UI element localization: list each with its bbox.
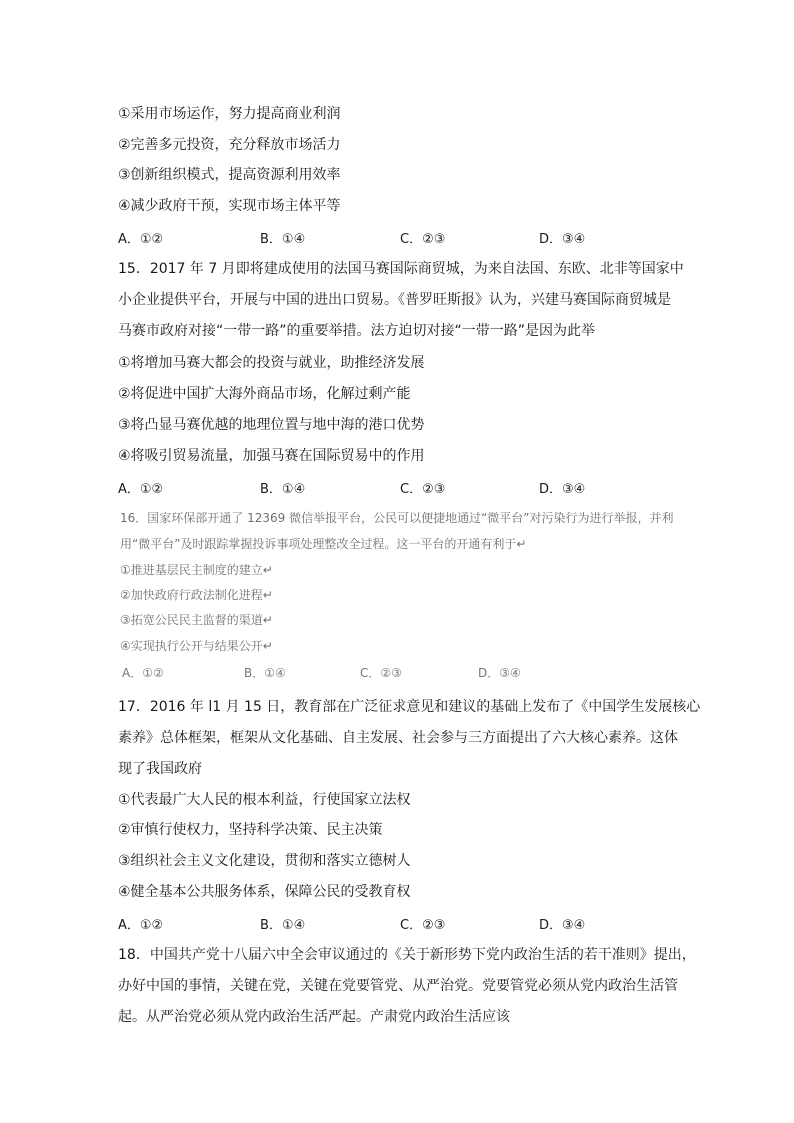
q15-statement-3: ③将凸显马赛优越的地理位置与地中海的港口优势 [118,417,425,433]
q17-choice-c: C．②③ [400,918,446,933]
q17-statement-2: ②审慎行使权力，坚持科学决策、民主决策 [118,822,383,838]
q17-stem-line-2: 素养》总体框架，框架从文化基础、自主发展、社会参与三方面提出了六大核心素养。这体 [118,730,678,746]
q18-stem-line-3: 起。从严治党必须从党内政治生活严起。产肃党内政治生活应该 [118,1009,510,1025]
q16-statement-2: ②加快政府行政法制化进程↵ [120,588,273,602]
q15-choice-c: C．②③ [400,482,446,497]
q15-choice-a: A．①② [118,482,164,497]
q17-choice-a: A．①② [118,918,164,933]
q18-stem-line-1: 18．中国共产党十八届六中全会审议通过的《关于新形势下党内政治生活的若干准则》提出， [118,947,696,963]
q14-choice-c: C．②③ [400,232,446,247]
q17-choice-d: D．③④ [539,918,586,933]
q18-stem-line-2: 办好中国的事情，关键在党，关键在党要管党、从严治党。党要管党必须从党内政治生活管 [118,978,678,994]
q16-stem-line-1: 16．国家环保部开通了 12369 微信举报平台，公民可以便捷地通过“微平台”对污染行为进行举报，并利 [120,511,674,525]
q16-statement-3: ③拓宽公民民主监督的渠道↵ [120,613,273,627]
q14-statement-2: ②完善多元投资，充分释放市场活力 [118,137,341,153]
q17-stem-line-3: 现了我国政府 [118,761,202,777]
q16-stem-line-2: 用“微平台”及时跟踪掌握投诉事项处理整改全过程。这一平台的开通有利于↵ [120,537,527,551]
q14-choice-d: D．③④ [539,232,586,247]
q16-choice-a: A．①② [122,666,164,680]
q17-statement-4: ④健全基本公共服务体系，保障公民的受教育权 [118,884,411,900]
q14-statement-4: ④减少政府干预，实现市场主体平等 [118,198,341,214]
q17-choices [118,914,678,934]
q15-stem-line-2: 小企业提供平台，开展与中国的进出口贸易。《普罗旺斯报》认为，兴建马赛国际商贸城是 [118,292,671,308]
q15-choice-b: B．①④ [260,482,306,497]
q16-choice-c: C．②③ [360,666,402,680]
q14-choice-a: A．①② [118,232,164,247]
q16-choices [122,664,642,682]
q17-statement-1: ①代表最广大人民的根本利益，行使国家立法权 [118,792,411,808]
q16-statement-4: ④实现执行公开与结果公开↵ [120,639,273,653]
q15-statement-1: ①将增加马赛大都会的投资与就业，助推经济发展 [118,355,425,371]
q16-choice-d: D．③④ [478,666,521,680]
q15-stem-line-3: 马赛市政府对接“一带一路”的重要举措。法方迫切对接“一带一路”是因为此举 [118,323,596,339]
q14-choices [118,228,678,248]
q15-choices [118,478,678,498]
q17-choice-b: B．①④ [260,918,306,933]
q15-choice-d: D．③④ [539,482,586,497]
q16-statement-1: ①推进基层民主制度的建立↵ [120,563,273,577]
q14-statement-3: ③创新组织模式，提高资源利用效率 [118,167,341,183]
q14-choice-b: B．①④ [260,232,306,247]
q15-stem-line-1: 15．2017 年 7 月即将建成使用的法国马赛国际商贸城，为来自法国、东欧、北非等国家中 [118,261,684,277]
q17-statement-3: ③组织社会主义文化建设，贯彻和落实立德树人 [118,853,411,869]
q17-stem-line-1: 17．2016 年 l1 月 15 日，教育部在广泛征求意见和建议的基础上发布了《中国学生发展核心 [118,699,701,715]
q14-statement-1: ①采用市场运作，努力提高商业利润 [118,106,341,122]
q16-choice-b: B．①④ [244,666,286,680]
q15-statement-2: ②将促进中国扩大海外商品市场，化解过剩产能 [118,386,411,402]
q15-statement-4: ④将吸引贸易流量，加强马赛在国际贸易中的作用 [118,448,425,464]
